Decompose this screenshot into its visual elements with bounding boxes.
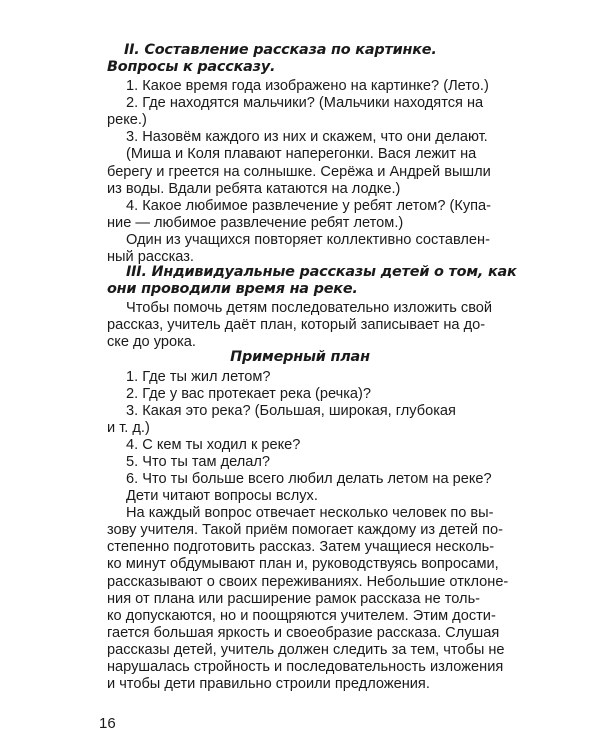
retell-line-2: ный рассказ.: [107, 248, 194, 265]
closing-line-10: нарушалась стройность и последовательность изложения: [107, 658, 504, 675]
retell-line-1: Один из учащихся повторяет коллективно составлен-: [126, 231, 490, 248]
plan-item-2: 2. Где у вас протекает река (речка)?: [126, 385, 372, 402]
closing-line-6: ния от плана или расширение рамок рассказа не толь-: [107, 590, 481, 607]
closing-line-3: степенно подготовить рассказ. Затем учащиеся несколь-: [107, 539, 495, 556]
closing-line-5: рассказывают о своих переживаниях. Небольшие отклоне-: [107, 573, 509, 590]
answer-3-line-2: берегу и греется на солнышке. Серёжа и Андрей вышли: [107, 163, 491, 180]
plan-item-4: 4. С кем ты ходил к реке?: [126, 436, 301, 453]
question-1: 1. Какое время года изображено на картинке? (Лето.): [126, 78, 489, 95]
answer-3-line-3: из воды. Вдали ребята катаются на лодке.): [107, 180, 401, 197]
intro-line-3: ске до урока.: [107, 334, 196, 351]
plan-heading: Примерный план: [230, 349, 370, 366]
intro-line-1: Чтобы помочь детям последовательно изложить свой: [126, 300, 493, 317]
question-2-line-2: реке.): [107, 112, 147, 129]
question-3: 3. Назовём каждого из них и скажем, что они делают.: [126, 129, 488, 146]
closing-line-1: На каждый вопрос отвечает несколько человек по вы-: [126, 505, 494, 522]
questions-subheading: Вопросы к рассказу.: [107, 59, 276, 76]
closing-line-4: ко минут обдумывают план и, руководствуясь вопросами,: [107, 556, 499, 573]
intro-line-2: рассказ, учитель даёт план, который записывает на до-: [107, 317, 486, 334]
plan-item-5: 5. Что ты там делал?: [126, 453, 271, 470]
answer-3-line-1: (Миша и Коля плавают наперегонки. Вася лежит на: [126, 146, 477, 163]
section-2-heading: II. Составление рассказа по картинке.: [124, 42, 437, 58]
plan-item-3-line-1: 3. Какая это река? (Большая, широкая, глубокая: [126, 402, 456, 419]
section-3-heading-line-1: III. Индивидуальные рассказы детей о том, как: [126, 264, 517, 281]
plan-item-6: 6. Что ты больше всего любил делать летом на реке?: [126, 471, 492, 488]
closing-line-2: зову учителя. Такой приём помогает каждому из детей по-: [107, 522, 503, 539]
question-4-line-1: 4. Какое любимое развлечение у ребят летом? (Купа-: [126, 197, 492, 214]
plan-item-3-line-2: и т. д.): [107, 419, 150, 436]
question-2-line-1: 2. Где находятся мальчики? (Мальчики находятся на: [126, 95, 484, 112]
question-4-line-2: ние — любимое развлечение ребят летом.): [107, 214, 404, 231]
closing-line-7: ко допускаются, но и поощряются учителем. Этим дости-: [107, 607, 496, 624]
section-3-heading-line-2: они проводили время на реке.: [107, 281, 358, 298]
closing-line-11: и чтобы дети правильно строили предложения.: [107, 676, 430, 692]
closing-line-8: гается большая яркость и своеобразие рассказа. Слушая: [107, 624, 500, 641]
closing-line-9: рассказы детей, учитель должен следить за тем, чтобы не: [107, 641, 505, 658]
plan-item-1: 1. Где ты жил летом?: [126, 368, 271, 385]
page-number: 16: [99, 715, 116, 732]
read-aloud-line: Дети читают вопросы вслух.: [126, 488, 318, 505]
